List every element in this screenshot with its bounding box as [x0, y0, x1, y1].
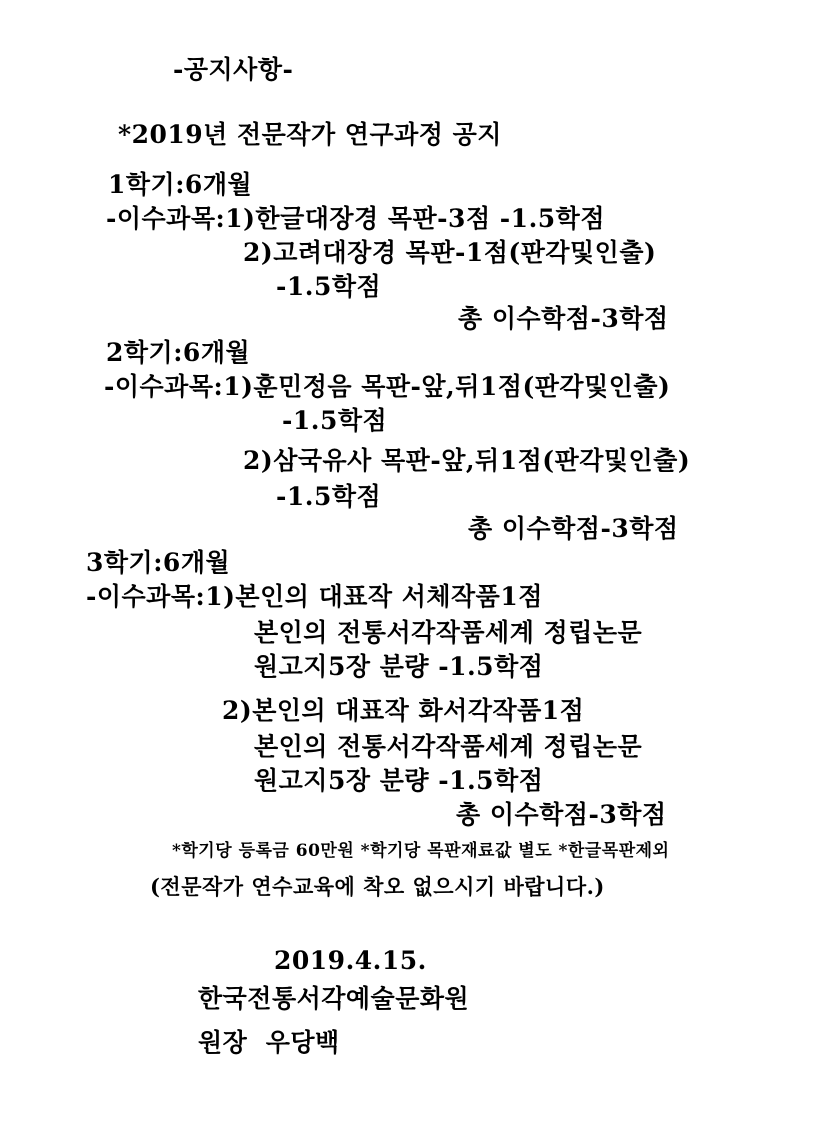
semester2-course1: -이수과목:1)훈민정음 목판-앞,뒤1점(판각및인출)	[104, 372, 671, 401]
semester3-course2-line3: 원고지5장 분량 -1.5학점	[254, 766, 544, 795]
semester2-total: 총 이수학점-3학점	[468, 514, 679, 543]
semester2-course2: 2)삼국유사 목판-앞,뒤1점(판각및인출)	[243, 446, 691, 475]
notice-date: 2019.4.15.	[274, 946, 427, 975]
semester1-course2-credit: -1.5학점	[276, 272, 382, 301]
notice-title: -공지사항-	[173, 55, 294, 84]
semester2-course2-credit: -1.5학점	[276, 482, 382, 511]
semester3-course1-line3: 원고지5장 분량 -1.5학점	[254, 652, 544, 681]
semester2-heading: 2학기:6개월	[106, 338, 251, 367]
semester1-heading: 1학기:6개월	[108, 170, 253, 199]
fee-note: *학기당 등록금 60만원 *학기당 목판재료값 별도 *한글목판제외	[172, 841, 670, 861]
semester1-total: 총 이수학점-3학점	[458, 304, 669, 333]
semester3-course1-line2: 본인의 전통서각작품세계 정립논문	[254, 618, 643, 647]
director-name: 원장 우당백	[198, 1028, 340, 1057]
semester1-course1: -이수과목:1)한글대장경 목판-3점 -1.5학점	[106, 204, 605, 233]
notice-headline: *2019년 전문작가 연구과정 공지	[118, 120, 502, 149]
semester3-heading: 3학기:6개월	[86, 548, 231, 577]
semester1-course2: 2)고려대장경 목판-1점(판각및인출)	[243, 238, 657, 267]
closing-note: (전문작가 연수교육에 착오 없으시기 바랍니다.)	[150, 874, 605, 899]
semester2-course1-credit: -1.5학점	[282, 406, 388, 435]
semester3-total: 총 이수학점-3학점	[456, 800, 667, 829]
semester3-course2-line2: 본인의 전통서각작품세계 정립논문	[254, 732, 643, 761]
semester3-course1: -이수과목:1)본인의 대표작 서체작품1점	[86, 582, 543, 611]
organization-name: 한국전통서각예술문화원	[198, 984, 470, 1013]
semester3-course2: 2)본인의 대표작 화서각작품1점	[222, 696, 585, 725]
